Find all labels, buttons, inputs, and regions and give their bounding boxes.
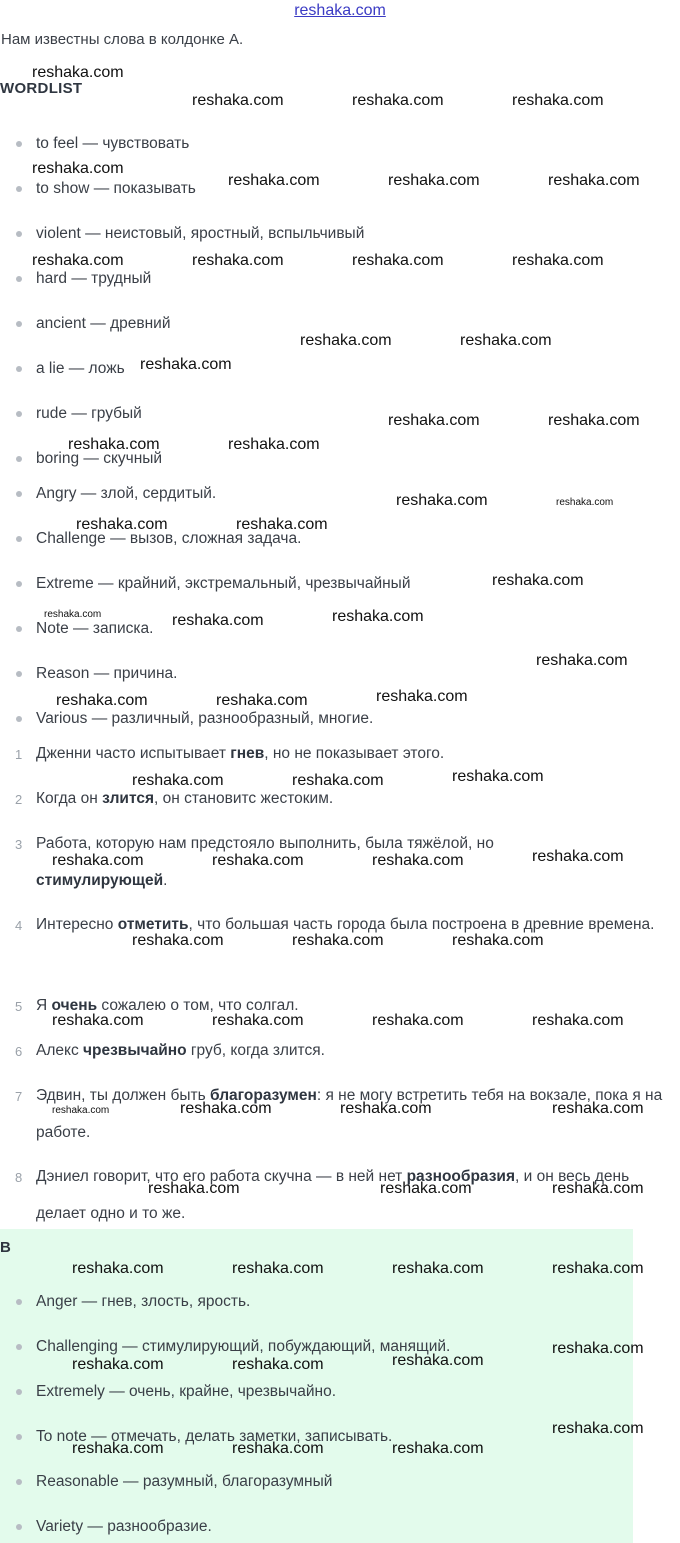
watermark: reshaka.com bbox=[392, 1260, 484, 1277]
bullet-icon bbox=[16, 1389, 22, 1395]
watermark: reshaka.com bbox=[172, 612, 264, 629]
watermark: reshaka.com bbox=[380, 1180, 472, 1197]
watermark: reshaka.com bbox=[352, 92, 444, 109]
watermark: reshaka.com bbox=[332, 608, 424, 625]
watermark: reshaka.com bbox=[372, 852, 464, 869]
watermark: reshaka.com bbox=[68, 436, 160, 453]
watermark: reshaka.com bbox=[232, 1440, 324, 1457]
bullet-icon bbox=[16, 1434, 22, 1440]
watermark: reshaka.com bbox=[548, 412, 640, 429]
watermark: reshaka.com bbox=[392, 1352, 484, 1369]
watermark: reshaka.com bbox=[372, 1012, 464, 1029]
bullet-icon bbox=[16, 276, 22, 282]
wordlist-heading: WORDLIST bbox=[0, 80, 83, 97]
bullet-icon bbox=[16, 1299, 22, 1305]
watermark: reshaka.com bbox=[32, 160, 124, 177]
site-header-link[interactable]: reshaka.com bbox=[294, 2, 386, 19]
watermark: reshaka.com bbox=[232, 1260, 324, 1277]
watermark: reshaka.com bbox=[532, 848, 624, 865]
watermark: reshaka.com bbox=[552, 1100, 644, 1117]
watermark: reshaka.com bbox=[76, 516, 168, 533]
watermark: reshaka.com bbox=[56, 692, 148, 709]
watermark: reshaka.com bbox=[216, 692, 308, 709]
watermark: reshaka.com bbox=[212, 1012, 304, 1029]
watermark: reshaka.com bbox=[44, 609, 102, 620]
watermark: reshaka.com bbox=[140, 356, 232, 373]
bullet-icon bbox=[16, 231, 22, 237]
watermark: reshaka.com bbox=[532, 1012, 624, 1029]
watermark: reshaka.com bbox=[132, 772, 224, 789]
bullet-icon bbox=[16, 1524, 22, 1530]
watermark: reshaka.com bbox=[232, 1356, 324, 1373]
intro-text: Нам известны слова в колдонке А. bbox=[1, 31, 244, 48]
watermark: reshaka.com bbox=[132, 932, 224, 949]
watermark: reshaka.com bbox=[536, 652, 628, 669]
watermark: reshaka.com bbox=[552, 1420, 644, 1437]
watermark: reshaka.com bbox=[452, 768, 544, 785]
bullet-icon bbox=[16, 1344, 22, 1350]
watermark: reshaka.com bbox=[512, 252, 604, 269]
watermark: reshaka.com bbox=[32, 64, 124, 81]
watermark: reshaka.com bbox=[292, 932, 384, 949]
bullet-icon bbox=[16, 536, 22, 542]
watermark: reshaka.com bbox=[376, 688, 468, 705]
watermark: reshaka.com bbox=[512, 92, 604, 109]
bullet-icon bbox=[16, 1479, 22, 1485]
watermark: reshaka.com bbox=[228, 436, 320, 453]
watermark: reshaka.com bbox=[52, 1012, 144, 1029]
watermark: reshaka.com bbox=[452, 932, 544, 949]
watermark: reshaka.com bbox=[352, 252, 444, 269]
watermark: reshaka.com bbox=[228, 172, 320, 189]
watermark: reshaka.com bbox=[396, 492, 488, 509]
bullet-icon bbox=[16, 141, 22, 147]
watermark: reshaka.com bbox=[552, 1340, 644, 1357]
bullet-icon bbox=[16, 186, 22, 192]
watermark: reshaka.com bbox=[340, 1100, 432, 1117]
watermark: reshaka.com bbox=[192, 92, 284, 109]
bullet-icon bbox=[16, 716, 22, 722]
watermark: reshaka.com bbox=[392, 1440, 484, 1457]
watermark: reshaka.com bbox=[292, 772, 384, 789]
watermark: reshaka.com bbox=[72, 1356, 164, 1373]
bullet-icon bbox=[16, 321, 22, 327]
watermark: reshaka.com bbox=[212, 852, 304, 869]
bullet-icon bbox=[16, 491, 22, 497]
bullet-icon bbox=[16, 581, 22, 587]
watermark: reshaka.com bbox=[548, 172, 640, 189]
bullet-icon bbox=[16, 456, 22, 462]
bullet-icon bbox=[16, 671, 22, 677]
watermark: reshaka.com bbox=[52, 852, 144, 869]
watermark: reshaka.com bbox=[388, 172, 480, 189]
watermark: reshaka.com bbox=[72, 1260, 164, 1277]
bullet-icon bbox=[16, 411, 22, 417]
watermark: reshaka.com bbox=[192, 252, 284, 269]
watermark: reshaka.com bbox=[300, 332, 392, 349]
watermark: reshaka.com bbox=[72, 1440, 164, 1457]
watermark: reshaka.com bbox=[52, 1105, 110, 1116]
watermark: reshaka.com bbox=[556, 497, 614, 508]
watermark: reshaka.com bbox=[552, 1180, 644, 1197]
section-b-heading: B bbox=[0, 1239, 11, 1256]
bullet-icon bbox=[16, 626, 22, 632]
bullet-icon bbox=[16, 366, 22, 372]
watermark: reshaka.com bbox=[32, 252, 124, 269]
watermark: reshaka.com bbox=[236, 516, 328, 533]
watermark: reshaka.com bbox=[388, 412, 480, 429]
watermark: reshaka.com bbox=[552, 1260, 644, 1277]
watermark: reshaka.com bbox=[492, 572, 584, 589]
watermark: reshaka.com bbox=[460, 332, 552, 349]
watermark: reshaka.com bbox=[148, 1180, 240, 1197]
watermark: reshaka.com bbox=[180, 1100, 272, 1117]
